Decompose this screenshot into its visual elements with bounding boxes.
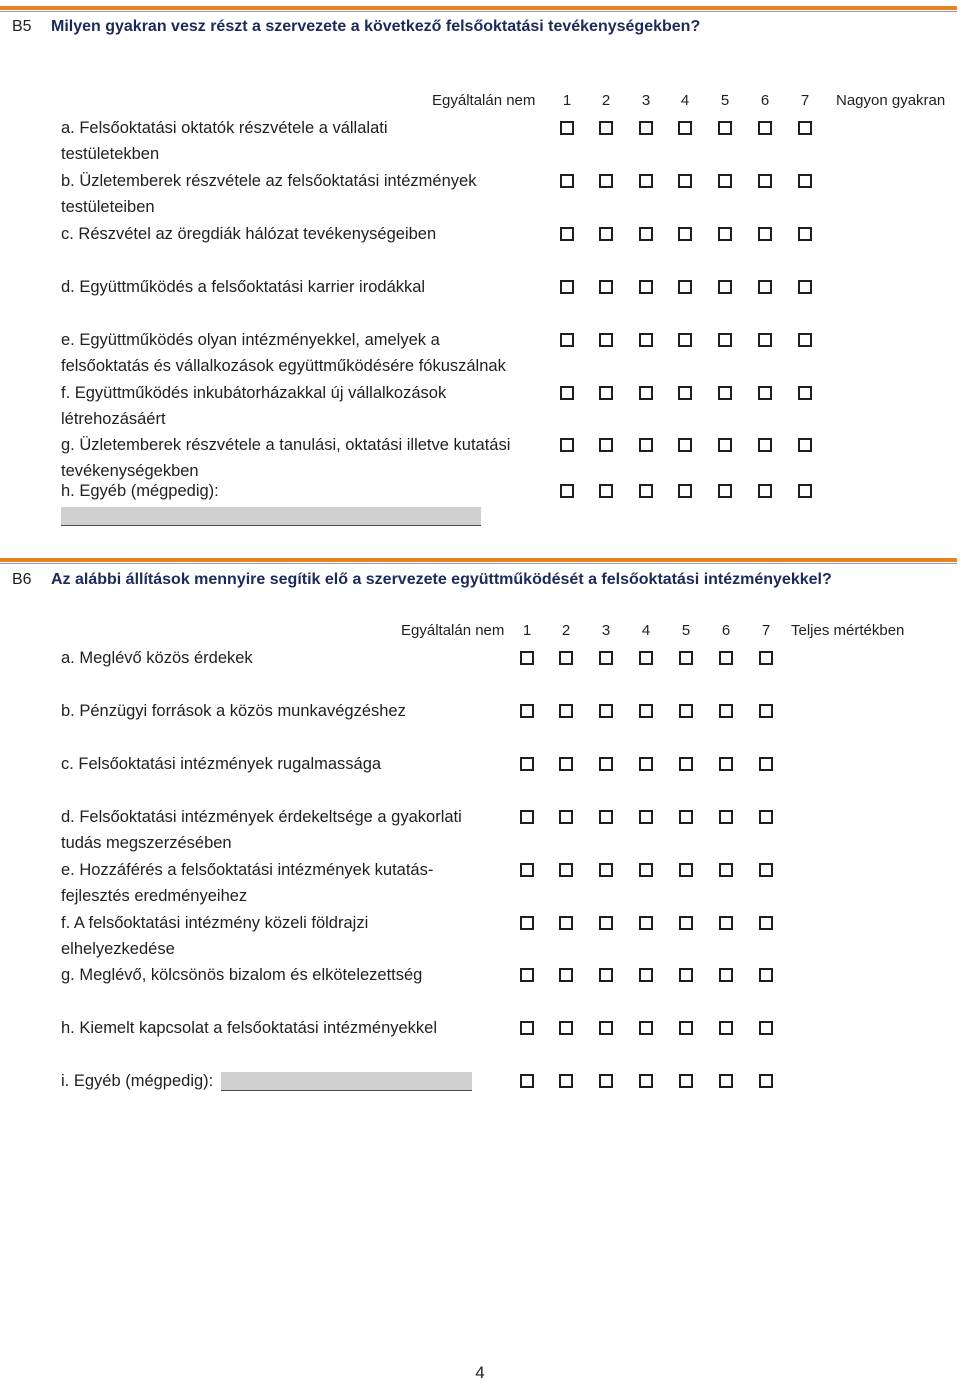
b5-scale-number: 7 xyxy=(800,92,810,109)
b5-rating-checkbox-7[interactable] xyxy=(798,484,812,498)
b5-item xyxy=(61,380,446,432)
b5-rating-checkbox-7[interactable] xyxy=(798,438,812,452)
b5-rating-checkbox-5[interactable] xyxy=(718,280,732,294)
b6-rating-checkbox-7[interactable] xyxy=(759,1021,773,1035)
b5-scale-high-label: Nagyon gyakran xyxy=(836,92,946,109)
b5-rating-checkbox-6[interactable] xyxy=(758,227,772,241)
b6-item xyxy=(61,804,462,856)
b5-rating-checkbox-5[interactable] xyxy=(718,174,732,188)
b6-rating-checkbox-6[interactable] xyxy=(719,863,733,877)
b5-rating-checkbox-4[interactable] xyxy=(678,484,692,498)
b5-rating-checkbox-6[interactable] xyxy=(758,174,772,188)
b6-rating-checkbox-1[interactable] xyxy=(520,1074,534,1088)
b5-item-label: b. Üzletemberek részvétele az felsőoktatási intézmények xyxy=(61,172,477,190)
b6-rating-checkbox-6[interactable] xyxy=(719,810,733,824)
b5-item-label: e. Együttműködés olyan intézményekkel, amelyek a xyxy=(61,331,440,349)
b6-rating-checkbox-5[interactable] xyxy=(679,704,693,718)
b6-rating-checkbox-3[interactable] xyxy=(599,1021,613,1035)
b6-item xyxy=(61,698,406,724)
b5-rating-checkbox-7[interactable] xyxy=(798,227,812,241)
b6-rating-checkbox-5[interactable] xyxy=(679,757,693,771)
b5-rating-checkbox-1[interactable] xyxy=(560,227,574,241)
b5-rating-checkbox-6[interactable] xyxy=(758,438,772,452)
b5-scale-number: 4 xyxy=(680,92,690,109)
b6-rating-checkbox-1[interactable] xyxy=(520,916,534,930)
b6-rating-checkbox-2[interactable] xyxy=(559,916,573,930)
b5-rating-checkbox-7[interactable] xyxy=(798,386,812,400)
b6-rating-checkbox-2[interactable] xyxy=(559,1074,573,1088)
b6-item-label: e. Hozzáférés a felsőoktatási intézmények kutatás- xyxy=(61,861,434,879)
b5-rating-checkbox-3[interactable] xyxy=(639,227,653,241)
b5-item-label: d. Együttműködés a felsőoktatási karrier irodákkal xyxy=(61,278,426,296)
b5-item-label: f. Együttműködés inkubátorházakkal új vállalkozások xyxy=(61,384,447,402)
b6-rating-checkbox-1[interactable] xyxy=(520,968,534,982)
b6-rating-checkbox-7[interactable] xyxy=(759,1074,773,1088)
b5-rating-checkbox-1[interactable] xyxy=(560,333,574,347)
b6-scale-number: 6 xyxy=(721,622,731,639)
b6-rating-checkbox-3[interactable] xyxy=(599,916,613,930)
b5-rating-checkbox-5[interactable] xyxy=(718,484,732,498)
b5-rating-checkbox-5[interactable] xyxy=(718,386,732,400)
b5-rating-checkbox-6[interactable] xyxy=(758,280,772,294)
b6-rating-checkbox-1[interactable] xyxy=(520,1021,534,1035)
b5-scale-number: 1 xyxy=(562,92,572,109)
b5-rating-checkbox-2[interactable] xyxy=(599,386,613,400)
b6-rating-checkbox-7[interactable] xyxy=(759,916,773,930)
b6-rating-checkbox-3[interactable] xyxy=(599,704,613,718)
b6-rating-checkbox-6[interactable] xyxy=(719,1074,733,1088)
b6-rating-checkbox-2[interactable] xyxy=(559,968,573,982)
b6-rating-checkbox-5[interactable] xyxy=(679,1021,693,1035)
b5-rating-checkbox-4[interactable] xyxy=(678,438,692,452)
b5-rating-checkbox-6[interactable] xyxy=(758,386,772,400)
b5-scale-number: 6 xyxy=(760,92,770,109)
b6-rating-checkbox-2[interactable] xyxy=(559,863,573,877)
b5-item-label: létrehozásáért xyxy=(61,410,166,428)
b6-item xyxy=(61,962,422,988)
b6-rating-checkbox-3[interactable] xyxy=(599,810,613,824)
b6-rating-checkbox-7[interactable] xyxy=(759,651,773,665)
b5-scale-low-label: Egyáltalán nem xyxy=(432,92,536,109)
b5-rating-checkbox-3[interactable] xyxy=(639,280,653,294)
b6-item-label: tudás megszerzésében xyxy=(61,834,232,852)
b6-item xyxy=(61,1068,213,1094)
b6-rating-checkbox-5[interactable] xyxy=(679,863,693,877)
b5-rating-checkbox-7[interactable] xyxy=(798,333,812,347)
b6-rating-checkbox-2[interactable] xyxy=(559,757,573,771)
b6-rating-checkbox-4[interactable] xyxy=(639,1021,653,1035)
question-number-b5: B5 xyxy=(12,18,32,35)
b6-rating-checkbox-1[interactable] xyxy=(520,757,534,771)
b6-scale-number: 2 xyxy=(561,622,571,639)
b6-rating-checkbox-4[interactable] xyxy=(639,757,653,771)
question-title-b5: Milyen gyakran vesz részt a szervezete a következő felsőoktatási tevékenységekben? xyxy=(51,18,701,35)
b6-item-label: d. Felsőoktatási intézmények érdekeltsége a gyakorlati xyxy=(61,808,462,826)
b6-rating-checkbox-3[interactable] xyxy=(599,968,613,982)
b5-other-specify-input[interactable] xyxy=(61,507,481,526)
b6-rating-checkbox-2[interactable] xyxy=(559,810,573,824)
b5-item-label: testületekben xyxy=(61,145,160,163)
b5-item xyxy=(61,274,425,300)
b5-rating-checkbox-3[interactable] xyxy=(639,438,653,452)
b5-rating-checkbox-5[interactable] xyxy=(718,333,732,347)
b6-rating-checkbox-6[interactable] xyxy=(719,757,733,771)
b5-rating-checkbox-5[interactable] xyxy=(718,438,732,452)
b5-rating-checkbox-7[interactable] xyxy=(798,121,812,135)
b6-rating-checkbox-5[interactable] xyxy=(679,810,693,824)
b6-rating-checkbox-5[interactable] xyxy=(679,1074,693,1088)
b6-rating-checkbox-2[interactable] xyxy=(559,651,573,665)
b6-item-label: f. A felsőoktatási intézmény közeli földrajzi xyxy=(61,914,369,932)
b6-rating-checkbox-5[interactable] xyxy=(679,651,693,665)
b5-item-label: h. Egyéb (mégpedig): xyxy=(61,482,219,500)
b6-item xyxy=(61,857,433,909)
b5-rating-checkbox-6[interactable] xyxy=(758,121,772,135)
b5-rating-checkbox-3[interactable] xyxy=(639,121,653,135)
b6-item xyxy=(61,910,368,962)
b6-rating-checkbox-7[interactable] xyxy=(759,863,773,877)
b6-rating-checkbox-6[interactable] xyxy=(719,651,733,665)
b6-item xyxy=(61,645,253,671)
b5-rating-checkbox-3[interactable] xyxy=(639,386,653,400)
b5-rating-checkbox-1[interactable] xyxy=(560,438,574,452)
b6-item-label: h. Kiemelt kapcsolat a felsőoktatási intézményekkel xyxy=(61,1019,438,1037)
b6-item-label: b. Pénzügyi források a közös munkavégzéshez xyxy=(61,702,406,720)
b6-rating-checkbox-3[interactable] xyxy=(599,863,613,877)
b6-rating-checkbox-3[interactable] xyxy=(599,1074,613,1088)
b6-rating-checkbox-1[interactable] xyxy=(520,704,534,718)
b6-item xyxy=(61,751,381,777)
b6-rating-checkbox-3[interactable] xyxy=(599,651,613,665)
b6-scale-number: 3 xyxy=(601,622,611,639)
b6-rating-checkbox-7[interactable] xyxy=(759,757,773,771)
b5-item-label: a. Felsőoktatási oktatók részvétele a vállalati xyxy=(61,119,388,137)
b6-scale-number: 5 xyxy=(681,622,691,639)
b6-rating-checkbox-7[interactable] xyxy=(759,810,773,824)
b5-rating-checkbox-6[interactable] xyxy=(758,484,772,498)
b6-item-label: c. Felsőoktatási intézmények rugalmassága xyxy=(61,755,382,773)
b5-scale-number: 3 xyxy=(641,92,651,109)
b5-item-label: g. Üzletemberek részvétele a tanulási, oktatási illetve kutatási xyxy=(61,436,511,454)
b5-rating-checkbox-3[interactable] xyxy=(639,174,653,188)
b5-rating-checkbox-1[interactable] xyxy=(560,484,574,498)
b6-rating-checkbox-6[interactable] xyxy=(719,916,733,930)
b6-rating-checkbox-4[interactable] xyxy=(639,704,653,718)
b5-item xyxy=(61,327,506,379)
b6-rating-checkbox-1[interactable] xyxy=(520,810,534,824)
b5-item xyxy=(61,478,219,504)
b5-scale-number: 2 xyxy=(601,92,611,109)
b5-item xyxy=(61,115,388,167)
b6-rating-checkbox-4[interactable] xyxy=(639,651,653,665)
b5-rating-checkbox-4[interactable] xyxy=(678,174,692,188)
b6-rating-checkbox-7[interactable] xyxy=(759,968,773,982)
b5-rating-checkbox-7[interactable] xyxy=(798,280,812,294)
question-title-b6: Az alábbi állítások mennyire segítik elő a szervezete együttműködését a felsőoktatási intézményekkel? xyxy=(51,571,832,588)
b5-rating-checkbox-2[interactable] xyxy=(599,438,613,452)
b6-other-specify-input[interactable] xyxy=(221,1072,472,1091)
b6-item-label: a. Meglévő közös érdekek xyxy=(61,649,253,667)
b5-rating-checkbox-2[interactable] xyxy=(599,121,613,135)
b5-rating-checkbox-2[interactable] xyxy=(599,333,613,347)
b5-rating-checkbox-2[interactable] xyxy=(599,280,613,294)
b5-rating-checkbox-4[interactable] xyxy=(678,227,692,241)
b5-rating-checkbox-3[interactable] xyxy=(639,333,653,347)
b5-rating-checkbox-1[interactable] xyxy=(560,280,574,294)
b6-rating-checkbox-4[interactable] xyxy=(639,1074,653,1088)
b6-rating-checkbox-6[interactable] xyxy=(719,704,733,718)
b5-item xyxy=(61,168,476,220)
b5-rating-checkbox-3[interactable] xyxy=(639,484,653,498)
b5-rating-checkbox-4[interactable] xyxy=(678,386,692,400)
b5-rating-checkbox-5[interactable] xyxy=(718,227,732,241)
b5-item xyxy=(61,221,436,247)
b6-rating-checkbox-6[interactable] xyxy=(719,1021,733,1035)
b6-rating-checkbox-4[interactable] xyxy=(639,916,653,930)
b6-rating-checkbox-3[interactable] xyxy=(599,757,613,771)
b5-rating-checkbox-4[interactable] xyxy=(678,333,692,347)
b5-rating-checkbox-1[interactable] xyxy=(560,174,574,188)
b5-item-label: felsőoktatás és vállalkozások együttműködésére fókuszálnak xyxy=(61,357,506,375)
b6-rating-checkbox-4[interactable] xyxy=(639,810,653,824)
b5-rating-checkbox-1[interactable] xyxy=(560,386,574,400)
b6-item xyxy=(61,1015,437,1041)
b6-rating-checkbox-5[interactable] xyxy=(679,968,693,982)
b5-item xyxy=(61,432,510,484)
b5-rating-checkbox-6[interactable] xyxy=(758,333,772,347)
b5-item-label: testületeiben xyxy=(61,198,155,216)
b5-item-label: c. Részvétel az öregdiák hálózat tevékenységeiben xyxy=(61,225,437,243)
b6-rating-checkbox-2[interactable] xyxy=(559,704,573,718)
b6-rating-checkbox-4[interactable] xyxy=(639,968,653,982)
b6-scale-low-label: Egyáltalán nem xyxy=(401,622,505,639)
b5-rating-checkbox-2[interactable] xyxy=(599,174,613,188)
b5-rating-checkbox-5[interactable] xyxy=(718,121,732,135)
b6-rating-checkbox-6[interactable] xyxy=(719,968,733,982)
b6-scale-number: 4 xyxy=(641,622,651,639)
b6-scale-number: 1 xyxy=(522,622,532,639)
b6-rating-checkbox-1[interactable] xyxy=(520,863,534,877)
b6-rating-checkbox-1[interactable] xyxy=(520,651,534,665)
b5-rating-checkbox-2[interactable] xyxy=(599,484,613,498)
b6-scale-high-label: Teljes mértékben xyxy=(791,622,905,639)
b6-scale-number: 7 xyxy=(761,622,771,639)
b6-rating-checkbox-7[interactable] xyxy=(759,704,773,718)
b6-rating-checkbox-2[interactable] xyxy=(559,1021,573,1035)
b5-rating-checkbox-2[interactable] xyxy=(599,227,613,241)
b5-scale-number: 5 xyxy=(720,92,730,109)
b6-rating-checkbox-4[interactable] xyxy=(639,863,653,877)
section-rule-b6 xyxy=(0,558,957,564)
b5-item-label: tevékenységekben xyxy=(61,462,199,480)
b5-rating-checkbox-1[interactable] xyxy=(560,121,574,135)
page-number: 4 xyxy=(475,1363,485,1382)
b6-item-label: i. Egyéb (mégpedig): xyxy=(61,1072,214,1090)
b6-rating-checkbox-5[interactable] xyxy=(679,916,693,930)
b6-item-label: elhelyezkedése xyxy=(61,940,175,958)
b5-rating-checkbox-7[interactable] xyxy=(798,174,812,188)
b5-rating-checkbox-4[interactable] xyxy=(678,121,692,135)
b6-item-label: g. Meglévő, kölcsönös bizalom és elkötelezettség xyxy=(61,966,423,984)
section-rule-b5 xyxy=(0,6,957,12)
b6-item-label: fejlesztés eredményeihez xyxy=(61,887,248,905)
b5-rating-checkbox-4[interactable] xyxy=(678,280,692,294)
question-number-b6: B6 xyxy=(12,571,32,588)
